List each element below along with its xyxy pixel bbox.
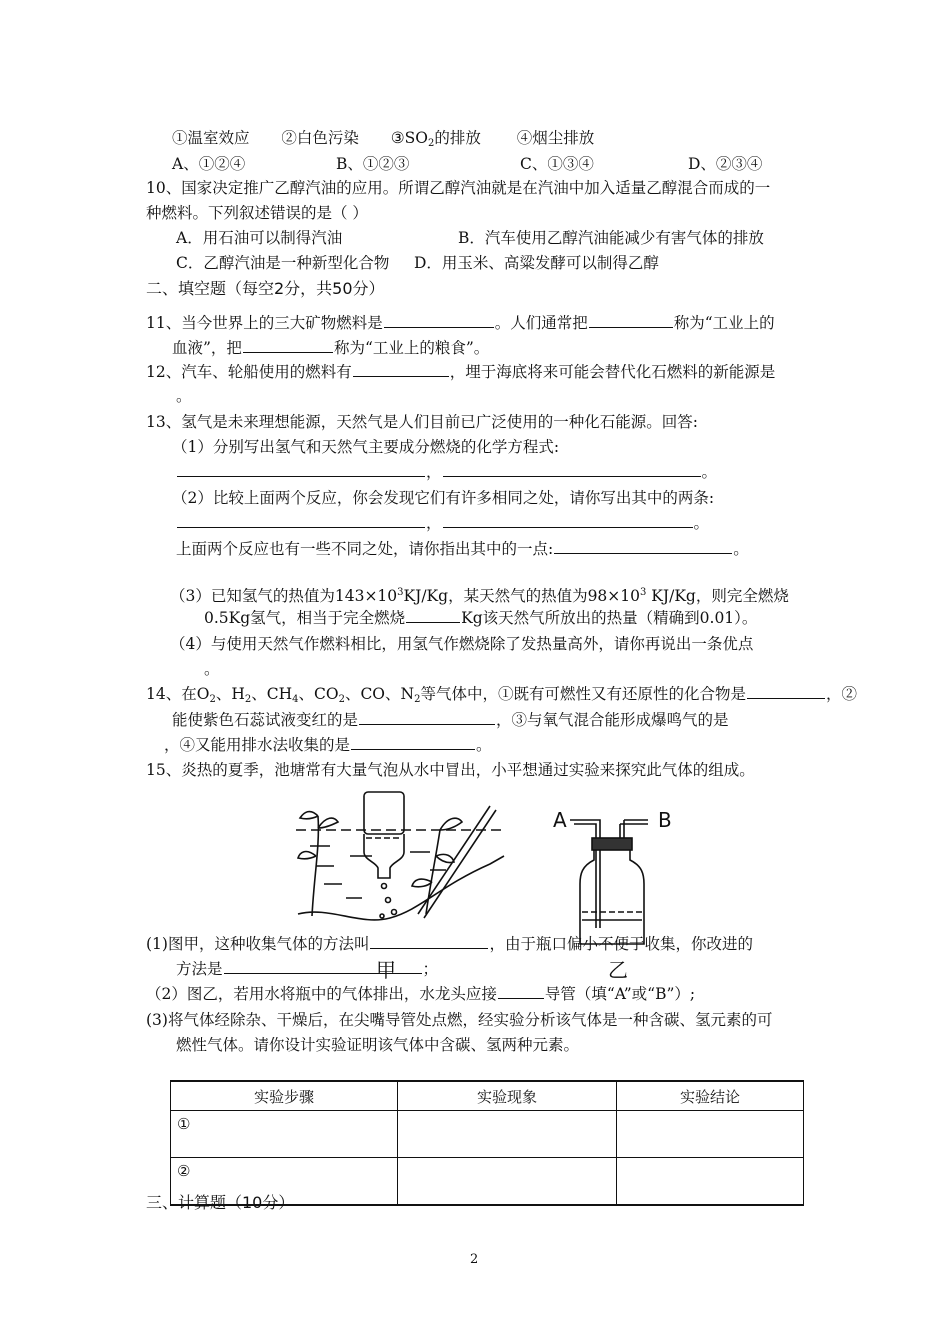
q12-blank-1[interactable] — [353, 362, 449, 377]
table-header-conclusion: 实验结论 — [617, 1081, 804, 1111]
q15-improve-blank[interactable] — [224, 959, 422, 974]
q15-intro: 15、炎热的夏季，池塘常有大量气泡从水中冒出，小平想通过实验来探究此气体的组成。 — [146, 761, 755, 779]
q12-line2: 。 — [176, 387, 192, 405]
q13-same-blank-2[interactable] — [443, 513, 693, 528]
q10-choice-a: A．用石油可以制得汽油 — [176, 229, 343, 247]
figure-yi-gas-bottle — [570, 808, 660, 954]
q14-blank-3[interactable] — [351, 735, 475, 750]
q11-blank-2[interactable] — [589, 313, 673, 328]
option-2: ②白色污染 — [281, 129, 359, 147]
section-2-title: 二、填空题（每空2分，共50分） — [146, 279, 385, 298]
q11-line1: 11、当今世界上的三大矿物燃料是 。人们通常把 称为“工业上的 — [146, 314, 775, 332]
table-header-row — [171, 1081, 804, 1111]
q10-choice-d: D．用玉米、高粱发酵可以制得乙醇 — [414, 254, 659, 272]
q15-sub2: （2）图乙，若用水将瓶中的气体排出，水龙头应接 导管（填“A”或“B”）; — [146, 985, 696, 1003]
option-1: ①温室效应 — [172, 129, 250, 147]
q14-line2: 能使紫色石蕊试液变红的是 ，③与氧气混合能形成爆鸣气的是 — [172, 711, 729, 729]
q10-line1: 10、国家决定推广乙醇汽油的应用。所谓乙醇汽油就是在汽油中加入适量乙醇混合而成的一 — [146, 179, 771, 197]
q9-choice-a: A、①②④ — [172, 155, 246, 173]
q13-sub3-line1: （3）已知氢气的热值为$143\times 10^3KJ/Kg$，某天然气的热值为$98\times 10^3$ KJ/Kg，则完全燃烧 — [170, 587, 789, 605]
q13-mass-blank[interactable] — [406, 608, 460, 623]
option-3: ③SO — [390, 129, 429, 147]
q10-line2: 种燃料。下列叙述错误的是（ ） — [146, 204, 368, 222]
table-cell[interactable] — [398, 1158, 617, 1206]
q13-diff-blank[interactable] — [554, 539, 732, 554]
q9-choice-d: D、②③④ — [688, 155, 763, 173]
page-number: 2 — [470, 1252, 479, 1267]
q10-choice-c: C．乙醇汽油是一种新型化合物 — [176, 254, 390, 272]
q14-blank-1[interactable] — [747, 684, 825, 699]
table-cell[interactable]: ② — [171, 1158, 398, 1206]
table-cell[interactable] — [398, 1111, 617, 1158]
table-cell[interactable] — [617, 1111, 804, 1158]
table-cell[interactable]: ① — [171, 1111, 398, 1158]
q15-sub3-line1: (3)将气体经除杂、干燥后，在尖嘴导管处点燃，经实验分析该气体是一种含碳、氢元素的可 — [146, 1011, 773, 1029]
q10-choice-b: B．汽车使用乙醇汽油能减少有害气体的排放 — [458, 229, 764, 247]
q15-sub1-line2: 方法是 ； — [176, 960, 439, 978]
figure-label-b: B — [658, 808, 672, 832]
q9-choice-c: C、①③④ — [520, 155, 594, 173]
figure-jia-pond-illustration — [290, 786, 510, 936]
table-header-steps: 实验步骤 — [171, 1081, 398, 1111]
q15-sub1-line1: (1)图甲，这种收集气体的方法叫 ，由于瓶口偏小不便于收集，你改进的 — [146, 935, 753, 953]
q13-sub1-answers: ， 。 — [176, 462, 717, 482]
q14-line1: 14、在$O_2$、$H_2$、$CH_4$、$CO_2$、CO、$N_2$等气体中，①既有可燃性又有还原性的化合物是 ，② — [146, 685, 857, 705]
option-4: ④烟尘排放 — [516, 129, 595, 147]
q12-line1: 12、汽车、轮船使用的燃料有 ，埋于海底将来可能会替代化石燃料的新能源是 — [146, 363, 776, 381]
q13-sub2: （2）比较上面两个反应，你会发现它们有许多相同之处，请你写出其中的两条: — [172, 489, 715, 507]
q11-blank-3[interactable] — [243, 338, 333, 353]
q15-method-blank[interactable] — [370, 934, 488, 949]
table-header-phenomena: 实验现象 — [398, 1081, 617, 1111]
q13-eq-blank-1[interactable] — [177, 462, 425, 477]
q13-sub1: （1）分别写出氢气和天然气主要成分燃烧的化学方程式: — [172, 438, 560, 456]
q15-tube-blank[interactable] — [498, 984, 544, 999]
section-3-title: 三、计算题（10分） — [146, 1193, 295, 1212]
q13-sub3-line2: 0.5Kg氢气，相当于完全燃烧 Kg该天然气所放出的热量（精确到0.01）。 — [204, 609, 758, 627]
q9-choice-b: B、①②③ — [336, 155, 410, 173]
q9-options-line: ①温室效应 ②白色污染 $③SO_2$的排放 ④烟尘排放 — [172, 129, 595, 149]
q11-line2: 血液”，把 称为“工业上的粮食”。 — [172, 339, 490, 357]
q11-blank-1[interactable] — [384, 313, 494, 328]
figure-jia-caption: 甲 — [376, 958, 396, 982]
q13-same-blank-1[interactable] — [177, 513, 425, 528]
figure-label-a: A — [553, 808, 567, 832]
table-cell[interactable] — [617, 1158, 804, 1206]
q13-sub4-line2: 。 — [204, 660, 220, 678]
figure-yi-caption: 乙 — [608, 958, 628, 982]
q13-eq-blank-2[interactable] — [443, 462, 701, 477]
q14-blank-2[interactable] — [359, 710, 495, 725]
q13-sub2-diff: 上面两个反应也有一些不同之处，请你指出其中的一点: 。 — [176, 540, 749, 558]
table-row — [171, 1111, 804, 1158]
q15-sub3-line2: 燃性气体。请你设计实验证明该气体中含碳、氢两种元素。 — [176, 1036, 580, 1054]
q13-intro: 13、氢气是未来理想能源，天然气是人们目前已广泛使用的一种化石能源。回答: — [146, 413, 698, 431]
q13-sub4-line1: （4）与使用天然气作燃料相比，用氢气作燃烧除了发热量高外，请你再说出一条优点 — [170, 635, 754, 653]
experiment-table — [170, 1080, 804, 1206]
q13-sub2-answers: ， 。 — [176, 513, 709, 533]
q14-line3: ，④又能用排水法收集的是 。 — [164, 736, 492, 754]
